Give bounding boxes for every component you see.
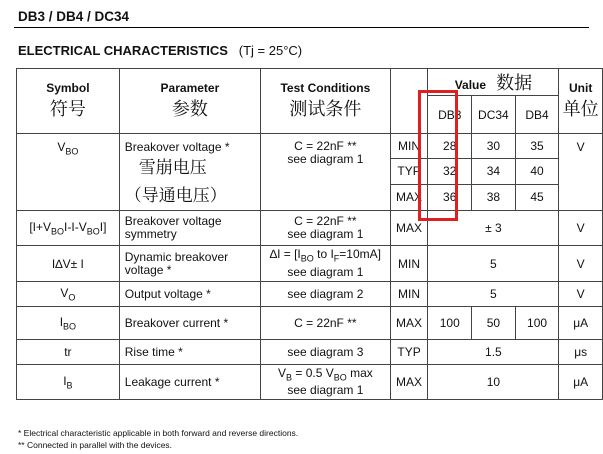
ibo-kind: MAX [390,307,428,340]
ib-kind: MAX [390,365,428,400]
vbo-typ-db4: 40 [515,159,559,184]
document-title: DB3 / DB4 / DC34 [18,9,130,24]
output-symbol: $V_O$ [17,282,120,307]
ib-conditions: $V_B = 0.5$ $V_{BO}$ max see diagram 1 [261,365,391,400]
symmetry-symbol: $[I+V_{BO}I-I-V_{BO}I]$ [17,211,120,246]
output-conditions: see diagram 2 [261,282,391,307]
ib-unit: μA [559,365,603,400]
vbo-typ-label: TYP [390,159,428,184]
vbo-min-db3: 28 [428,134,472,159]
db3-highlight-box [418,90,458,221]
vbo-unit: V [559,134,603,211]
vbo-max-dc34: 38 [472,184,516,210]
tr-unit: μs [559,340,603,365]
output-kind: MIN [390,282,428,307]
tr-symbol: tr [17,340,120,365]
symmetry-kind: MAX [390,211,428,246]
tr-value: 1.5 [428,340,559,365]
symmetry-conditions: C = 22nF ** see diagram 1 [261,211,391,246]
ibo-unit: μA [559,307,603,340]
tr-parameter: Rise time * [119,340,260,365]
section-title [18,43,302,58]
vbo-conditions: C = 22nF ** see diagram 1 [261,134,391,211]
vbo-min-label: MIN [390,134,428,159]
output-unit: V [559,282,603,307]
dynamic-symbol: I∆V± I [17,246,120,282]
section-heading: ELECTRICAL CHARACTERISTICS [18,43,228,58]
vbo-min-db4: 35 [515,134,559,159]
dynamic-kind: MIN [390,246,428,282]
ibo-conditions: C = 22nF ** [261,307,391,340]
ib-parameter: Leakage current * [119,365,260,400]
ibo-symbol: $I_{BO}$ [17,307,120,340]
vbo-min-dc34: 30 [472,134,516,159]
tr-kind: TYP [390,340,428,365]
symbol-header: Symbol 符号 [17,69,120,134]
vbo-symbol: $V_{BO}$ [17,134,120,211]
vbo-max-db3: 36 [428,184,472,210]
ibo-db4: 100 [515,307,559,340]
vbo-parameter: Breakover voltage * 雪崩电压 （导通电压） [119,134,260,211]
dynamic-parameter: Dynamic breakover voltage * [119,246,260,282]
title-rule [14,27,589,28]
db3-header: DB3 [428,96,472,134]
symmetry-value: ± 3 [428,211,559,246]
dynamic-unit: V [559,246,603,282]
dynamic-value: 5 [428,246,559,282]
symmetry-unit: V [559,211,603,246]
value-header: Value 数据 [428,69,559,96]
symmetry-parameter: Breakover voltage symmetry [119,211,260,246]
footnote-2: ** Connected in parallel with the devices. [18,440,173,450]
vbo-typ-db3: 32 [428,159,472,184]
section-condition: (Tj = 25°C) [238,43,303,58]
vbo-typ-dc34: 34 [472,159,516,184]
test-conditions-header: Test Conditions 测试条件 [261,69,391,134]
ibo-dc34: 50 [472,307,516,340]
footnote-1: * Electrical characteristic applicable in both forward and reverse directions. [18,428,299,438]
dc34-header: DC34 [472,96,516,134]
ib-symbol: $I_B$ [17,365,120,400]
parameter-header: Parameter 参数 [119,69,260,134]
dynamic-conditions: $\Delta I = [I_{BO}$ to $I_F=10mA$] see diagram 1 [261,246,391,282]
vbo-max-label: MAX [390,184,428,210]
unit-header: Unit 单位 [559,69,603,134]
ibo-db3: 100 [428,307,472,340]
db4-header: DB4 [515,96,559,134]
output-parameter: Output voltage * [119,282,260,307]
vbo-max-db4: 45 [515,184,559,210]
tr-conditions: see diagram 3 [261,340,391,365]
ib-value: 10 [428,365,559,400]
output-value: 5 [428,282,559,307]
electrical-characteristics-table [16,68,603,400]
ibo-parameter: Breakover current * [119,307,260,340]
